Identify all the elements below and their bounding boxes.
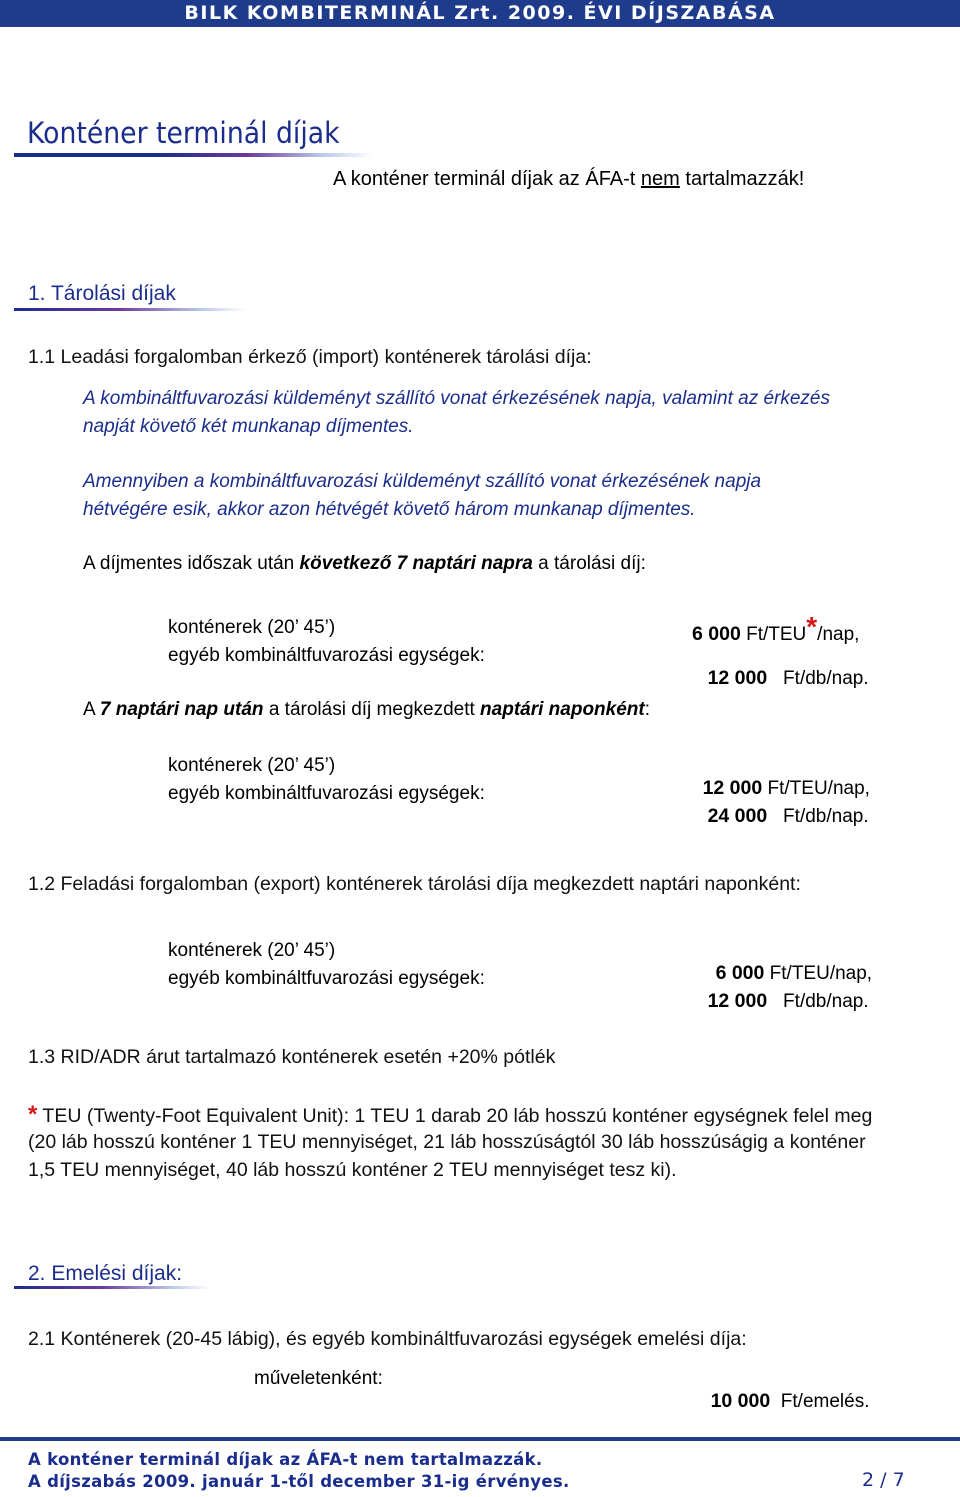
rowA1-amount: 6 000: [692, 623, 741, 645]
free-bold: következő 7 naptári napra: [299, 553, 533, 574]
free-post: a tárolási díj:: [532, 553, 646, 574]
sub11-italic1-line1: A kombináltfuvarozási küldeményt szállító vonat érkezésének napja, valamint az érkezés: [83, 388, 831, 409]
section2-underline: [14, 1286, 210, 1289]
rowB2-amount: 24 000: [707, 805, 768, 827]
free-period-text: [83, 553, 646, 575]
notice-post: tartalmazzák!: [679, 168, 805, 190]
rowA2-price: [697, 645, 869, 690]
row21-price: [700, 1368, 869, 1413]
row21-unit: Ft/emelés.: [770, 1391, 870, 1412]
section1-heading: 1. Tárolási díjak: [28, 282, 176, 305]
sub11-italic1-line2: napját követő két munkanap díjmentes.: [83, 416, 414, 437]
after7-text: [83, 699, 650, 721]
rowB1-unit: Ft/TEU/nap,: [762, 778, 870, 799]
row12a-amount: 6 000: [715, 962, 765, 984]
title-underline: [14, 153, 374, 157]
page-title: Konténer terminál díjak: [27, 116, 340, 150]
rowA2-unit: Ft/db/nap.: [767, 668, 869, 689]
vat-notice: [333, 168, 804, 191]
teu-star-marker: *: [806, 611, 818, 642]
rowB2-unit: Ft/db/nap.: [767, 806, 869, 827]
row21-label: műveletenként:: [254, 1368, 383, 1389]
row21-amount: 10 000: [710, 1390, 771, 1412]
after7-mid: a tárolási díj megkezdett: [263, 699, 481, 720]
footnote-line1-text: TEU (Twenty-Foot Equivalent Unit): 1 TEU 1 darab 20 láb hosszú konténer egységnek felel meg: [37, 1105, 873, 1127]
row12b-unit: Ft/db/nap.: [767, 991, 869, 1012]
row12b-price: [697, 968, 869, 1013]
footer-rule: [0, 1437, 960, 1441]
notice-pre: A konténer terminál díjak az ÁFA-t: [333, 168, 641, 190]
rowB1-amount: 12 000: [702, 777, 763, 799]
footnote-line1: [28, 1101, 872, 1129]
after7-post: :: [644, 699, 651, 720]
footer-line1: A konténer terminál díjak az ÁFA-t nem tartalmazzák.: [28, 1450, 543, 1469]
footer-line2: A díjszabás 2009. január 1-től december 31-ig érvényes.: [28, 1472, 570, 1491]
rowB1-label: konténerek (20’ 45’): [168, 755, 336, 776]
row12b-label: egyéb kombináltfuvarozási egységek:: [168, 968, 485, 989]
row12b-amount: 12 000: [707, 990, 768, 1012]
header-banner: BILK KOMBITERMINÁL Zrt. 2009. ÉVI DÍJSZABÁSA: [0, 0, 960, 27]
footnote-star: *: [28, 1101, 38, 1128]
row12a-label: konténerek (20’ 45’): [168, 940, 336, 961]
sub21-heading: 2.1 Konténerek (20-45 lábig), és egyéb kombináltfuvarozási egységek emelési díja:: [28, 1328, 747, 1350]
section2-heading: 2. Emelési díjak:: [28, 1262, 183, 1285]
notice-underlined: nem: [640, 168, 680, 190]
section1-underline: [14, 308, 246, 311]
footnote-line3: 1,5 TEU mennyiséget, 40 láb hosszú konténer 2 TEU mennyiséget tesz ki).: [28, 1159, 677, 1181]
sub12-heading: 1.2 Feladási forgalomban (export) konténerek tárolási díja megkezdett naptári naponként:: [28, 873, 801, 895]
rowA1-label: konténerek (20’ 45’): [168, 617, 336, 638]
after7-bold2: naptári naponként: [480, 699, 645, 720]
sub11-italic2-line2: hétvégére esik, akkor azon hétvégét követő három munkanap díjmentes.: [83, 499, 696, 520]
rowA1-unit-b: /nap,: [817, 624, 860, 645]
page-number: 2 / 7: [862, 1469, 905, 1491]
rowA1-unit-a: Ft/TEU: [740, 624, 807, 645]
after7-bold1: 7 naptári nap után: [99, 699, 264, 720]
after7-pre: A: [83, 699, 100, 720]
rowB2-price: [697, 783, 869, 828]
rowA2-amount: 12 000: [707, 667, 768, 689]
sub11-italic2-line1: Amennyiben a kombináltfuvarozási küldeményt szállító vonat érkezésének napja: [83, 471, 762, 492]
row12a-unit: Ft/TEU/nap,: [764, 963, 873, 984]
rowA2-label: egyéb kombináltfuvarozási egységek:: [168, 645, 485, 666]
footnote-line2: (20 láb hosszú konténer 1 TEU mennyiséget, 21 láb hosszúságtól 30 láb hosszúságig a konténer: [28, 1131, 866, 1153]
sub11-heading: 1.1 Leadási forgalomban érkező (import) konténerek tárolási díja:: [28, 346, 592, 368]
free-pre: A díjmentes időszak után: [83, 553, 300, 574]
rowB2-label: egyéb kombináltfuvarozási egységek:: [168, 783, 485, 804]
sub13-heading: 1.3 RID/ADR árut tartalmazó konténerek esetén +20% pótlék: [28, 1046, 556, 1068]
rowA1-price: [692, 611, 860, 647]
